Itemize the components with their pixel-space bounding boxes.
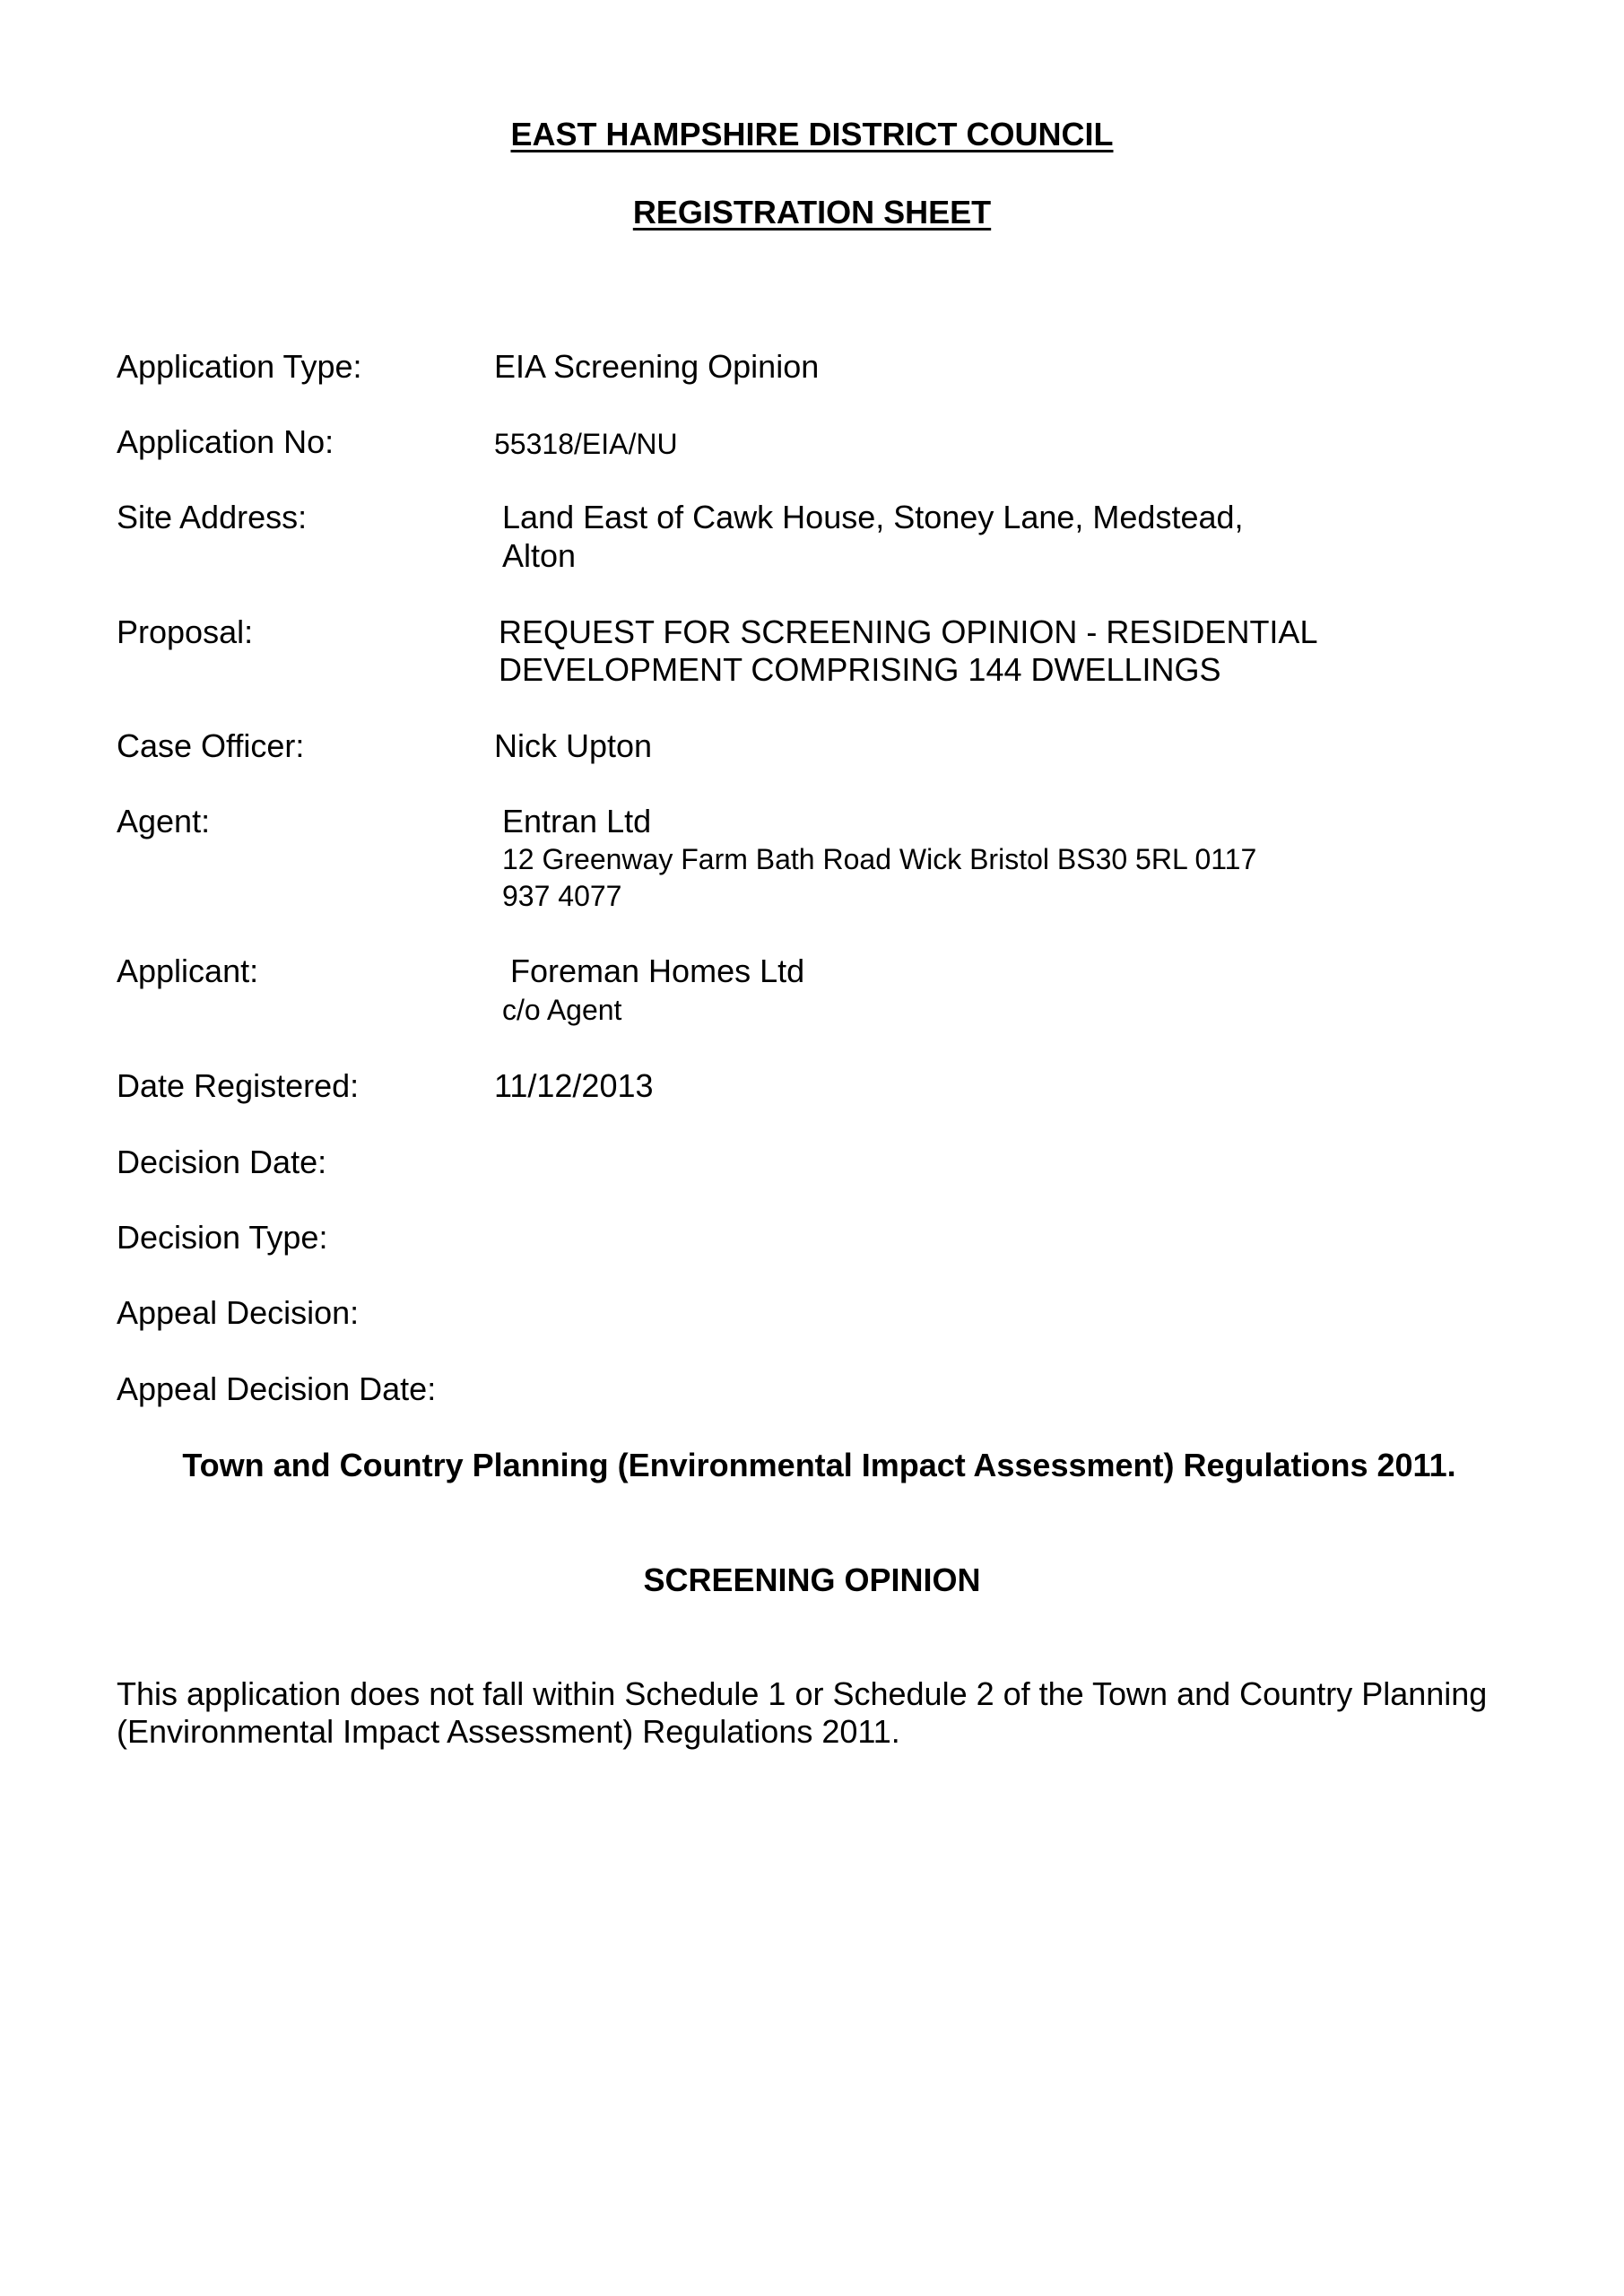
- application-no-label: Application No:: [117, 423, 334, 460]
- screening-opinion-text-line1: This application does not fall within Schedule 1 or Schedule 2 of the Town and Country Planning: [117, 1675, 1488, 1712]
- site-address-line1: Land East of Cawk House, Stoney Lane, Medstead,: [502, 499, 1244, 535]
- proposal-label: Proposal:: [117, 613, 254, 650]
- proposal-line1: REQUEST FOR SCREENING OPINION - RESIDENTIAL: [499, 613, 1318, 650]
- screening-opinion-text-line2: (Environmental Impact Assessment) Regulations 2011.: [117, 1713, 900, 1750]
- appeal-decision-date-label: Appeal Decision Date:: [117, 1370, 437, 1407]
- applicant-label: Applicant:: [117, 952, 259, 989]
- application-no-value: 55318/EIA/NU: [494, 428, 678, 460]
- date-registered-value: 11/12/2013: [494, 1067, 654, 1104]
- case-officer-value: Nick Upton: [494, 727, 653, 764]
- decision-type-label: Decision Type:: [117, 1219, 328, 1256]
- proposal-line2: DEVELOPMENT COMPRISING 144 DWELLINGS: [499, 651, 1221, 688]
- council-name-heading: EAST HAMPSHIRE DISTRICT COUNCIL: [510, 116, 1114, 152]
- applicant-name: Foreman Homes Ltd: [510, 952, 805, 989]
- application-type-value: EIA Screening Opinion: [494, 348, 820, 385]
- decision-date-label: Decision Date:: [117, 1144, 327, 1180]
- appeal-decision-label: Appeal Decision:: [117, 1294, 360, 1331]
- agent-label: Agent:: [117, 803, 211, 839]
- site-address-label: Site Address:: [117, 499, 308, 535]
- regulations-title: Town and Country Planning (Environmental Impact Assessment) Regulations 2011.: [182, 1447, 1456, 1483]
- case-officer-label: Case Officer:: [117, 727, 305, 764]
- agent-address-line1: 12 Greenway Farm Bath Road Wick Bristol BS30 5RL 0117: [502, 843, 1257, 875]
- date-registered-label: Date Registered:: [117, 1067, 360, 1104]
- sheet-title-heading: REGISTRATION SHEET: [632, 194, 992, 230]
- agent-address-line2: 937 4077: [502, 880, 622, 912]
- screening-opinion-title: SCREENING OPINION: [643, 1561, 981, 1598]
- applicant-address: c/o Agent: [502, 994, 622, 1026]
- site-address-line2: Alton: [502, 537, 577, 574]
- application-type-label: Application Type:: [117, 348, 362, 385]
- agent-name: Entran Ltd: [502, 803, 652, 839]
